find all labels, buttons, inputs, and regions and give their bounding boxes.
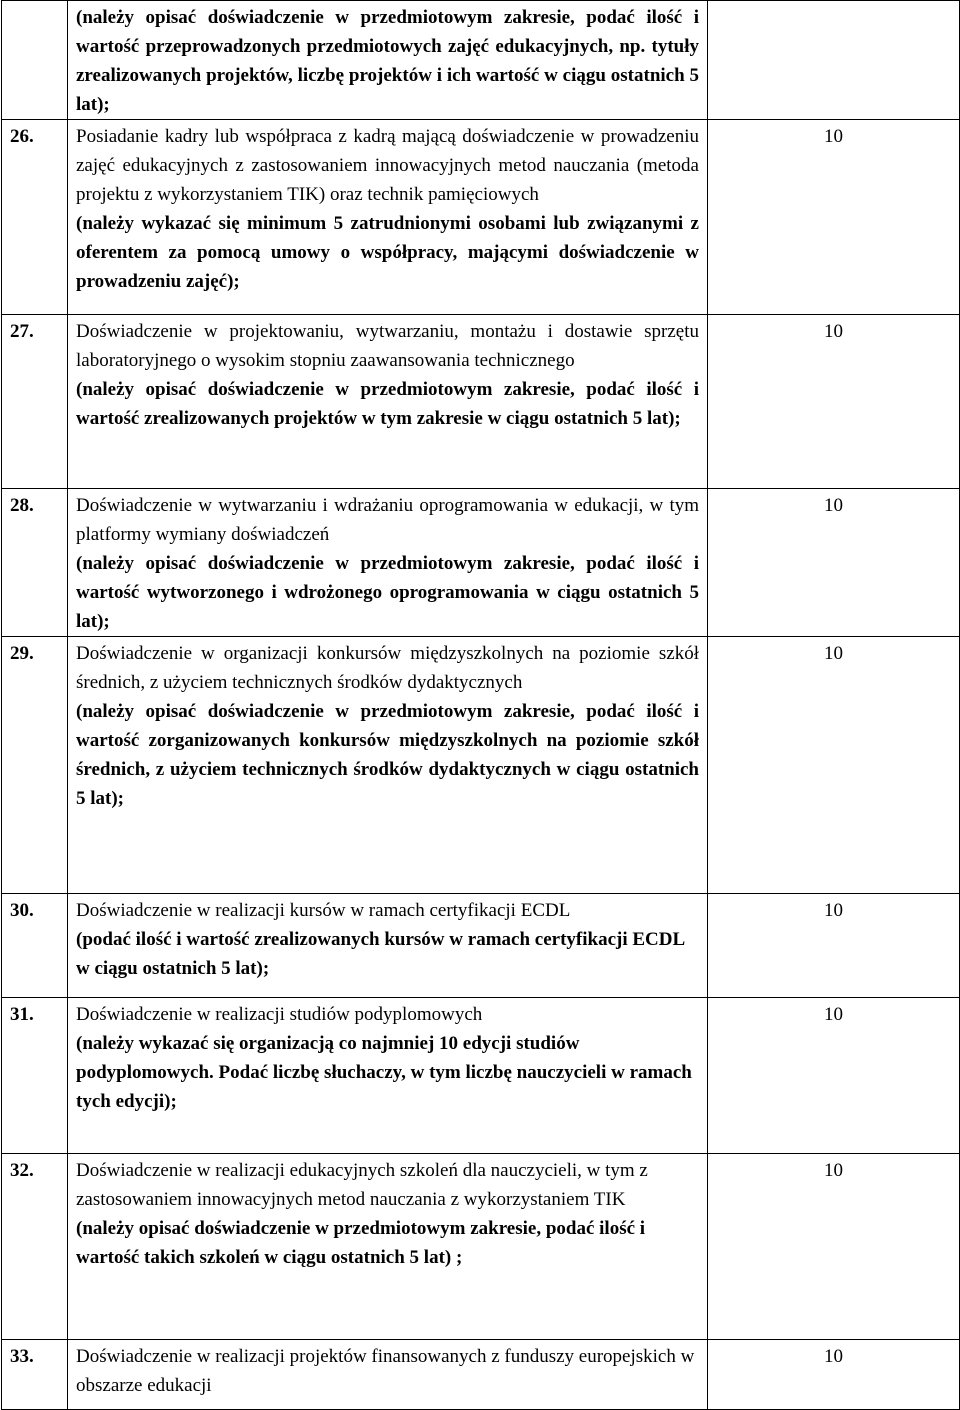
row-instruction: (należy opisać doświadczenie w przedmiotowym zakresie, podać ilość i wartość zorganizowanych konkursów międzyszkolnych na poziomie szkół średnich, z użyciem technicznych środków dydaktycznych w ciągu ostatnich 5 lat);: [76, 701, 699, 809]
row-points: 10: [708, 998, 960, 1154]
row-criterion: Doświadczenie w wytwarzaniu i wdrażaniu oprogramowania w edukacji, w tym platformy wymiany doświadczeń: [76, 495, 699, 545]
row-description: [68, 1, 708, 120]
row-number: 32.: [2, 1154, 68, 1340]
row-instruction: (należy opisać doświadczenie w przedmiotowym zakresie, podać ilość i wartość przeprowadzonych przedmiotowych zajęć edukacyjnych, np. tytuły zrealizowanych projektów, liczbę projektów i ich wartość w ciągu ostatnich 5 lat);: [76, 7, 699, 115]
row-criterion: Doświadczenie w projektowaniu, wytwarzaniu, montażu i dostawie sprzętu laboratoryjnego o wysokim stopniu zaawansowania technicznego: [76, 321, 699, 371]
table-row: [2, 1340, 960, 1410]
table-row: [2, 998, 960, 1154]
row-instruction: (należy wykazać się minimum 5 zatrudnionymi osobami lub związanymi z oferentem za pomocą umowy o współpracy, mającymi doświadczenie w prowadzeniu zajęć);: [76, 213, 699, 292]
table-row: [2, 120, 960, 315]
row-criterion: Doświadczenie w realizacji projektów finansowanych z funduszy europejskich w obszarze edukacji: [76, 1346, 695, 1396]
row-number: 26.: [2, 120, 68, 315]
table-row: [2, 894, 960, 998]
row-instruction: (należy opisać doświadczenie w przedmiotowym zakresie, podać ilość i wartość wytworzonego i wdrożonego oprogramowania w ciągu ostatnich 5 lat);: [76, 553, 699, 632]
row-points: 10: [708, 1154, 960, 1340]
row-number: [2, 1, 68, 120]
row-points: 10: [708, 315, 960, 489]
row-criterion: Doświadczenie w realizacji edukacyjnych szkoleń dla nauczycieli, w tym z zastosowaniem innowacyjnych metod nauczania z wykorzystaniem TIK: [76, 1160, 648, 1210]
row-description: [68, 998, 708, 1154]
row-number: 28.: [2, 489, 68, 637]
table-row: [2, 315, 960, 489]
row-points: [708, 1, 960, 120]
criteria-table: [1, 0, 960, 1410]
table-row: [2, 489, 960, 637]
row-description: [68, 120, 708, 315]
row-instruction: (należy opisać doświadczenie w przedmiotowym zakresie, podać ilość i wartość zrealizowanych projektów w tym zakresie w ciągu ostatnich 5 lat);: [76, 379, 699, 429]
row-description: [68, 894, 708, 998]
row-number: 30.: [2, 894, 68, 998]
row-number: 33.: [2, 1340, 68, 1410]
row-instruction: (należy wykazać się organizacją co najmniej 10 edycji studiów podyplomowych. Podać liczbę słuchaczy, w tym liczbę nauczycieli w ramach tych edycji);: [76, 1033, 692, 1112]
row-instruction: (podać ilość i wartość zrealizowanych kursów w ramach certyfikacji ECDL w ciągu ostatnich 5 lat);: [76, 929, 685, 979]
table-row: [2, 1, 960, 120]
row-points: 10: [708, 489, 960, 637]
row-criterion: Doświadczenie w organizacji konkursów międzyszkolnych na poziomie szkół średnich, z użyciem technicznych środków dydaktycznych: [76, 643, 699, 693]
table-row: [2, 637, 960, 894]
row-number: 27.: [2, 315, 68, 489]
row-number: 29.: [2, 637, 68, 894]
row-description: [68, 489, 708, 637]
row-criterion: Doświadczenie w realizacji kursów w ramach certyfikacji ECDL: [76, 900, 571, 921]
row-criterion: Posiadanie kadry lub współpraca z kadrą mającą doświadczenie w prowadzeniu zajęć edukacyjnych z zastosowaniem innowacyjnych metod nauczania (metoda projektu z wykorzystaniem TIK) oraz technik pamięciowych: [76, 126, 699, 205]
row-description: [68, 1154, 708, 1340]
row-description: [68, 315, 708, 489]
row-points: 10: [708, 1340, 960, 1410]
row-points: 10: [708, 637, 960, 894]
row-description: [68, 637, 708, 894]
row-instruction: (należy opisać doświadczenie w przedmiotowym zakresie, podać ilość i wartość takich szkoleń w ciągu ostatnich 5 lat) ;: [76, 1218, 646, 1268]
table-row: [2, 1154, 960, 1340]
row-description: [68, 1340, 708, 1410]
row-criterion: Doświadczenie w realizacji studiów podyplomowych: [76, 1004, 483, 1025]
row-points: 10: [708, 120, 960, 315]
row-points: 10: [708, 894, 960, 998]
row-number: 31.: [2, 998, 68, 1154]
